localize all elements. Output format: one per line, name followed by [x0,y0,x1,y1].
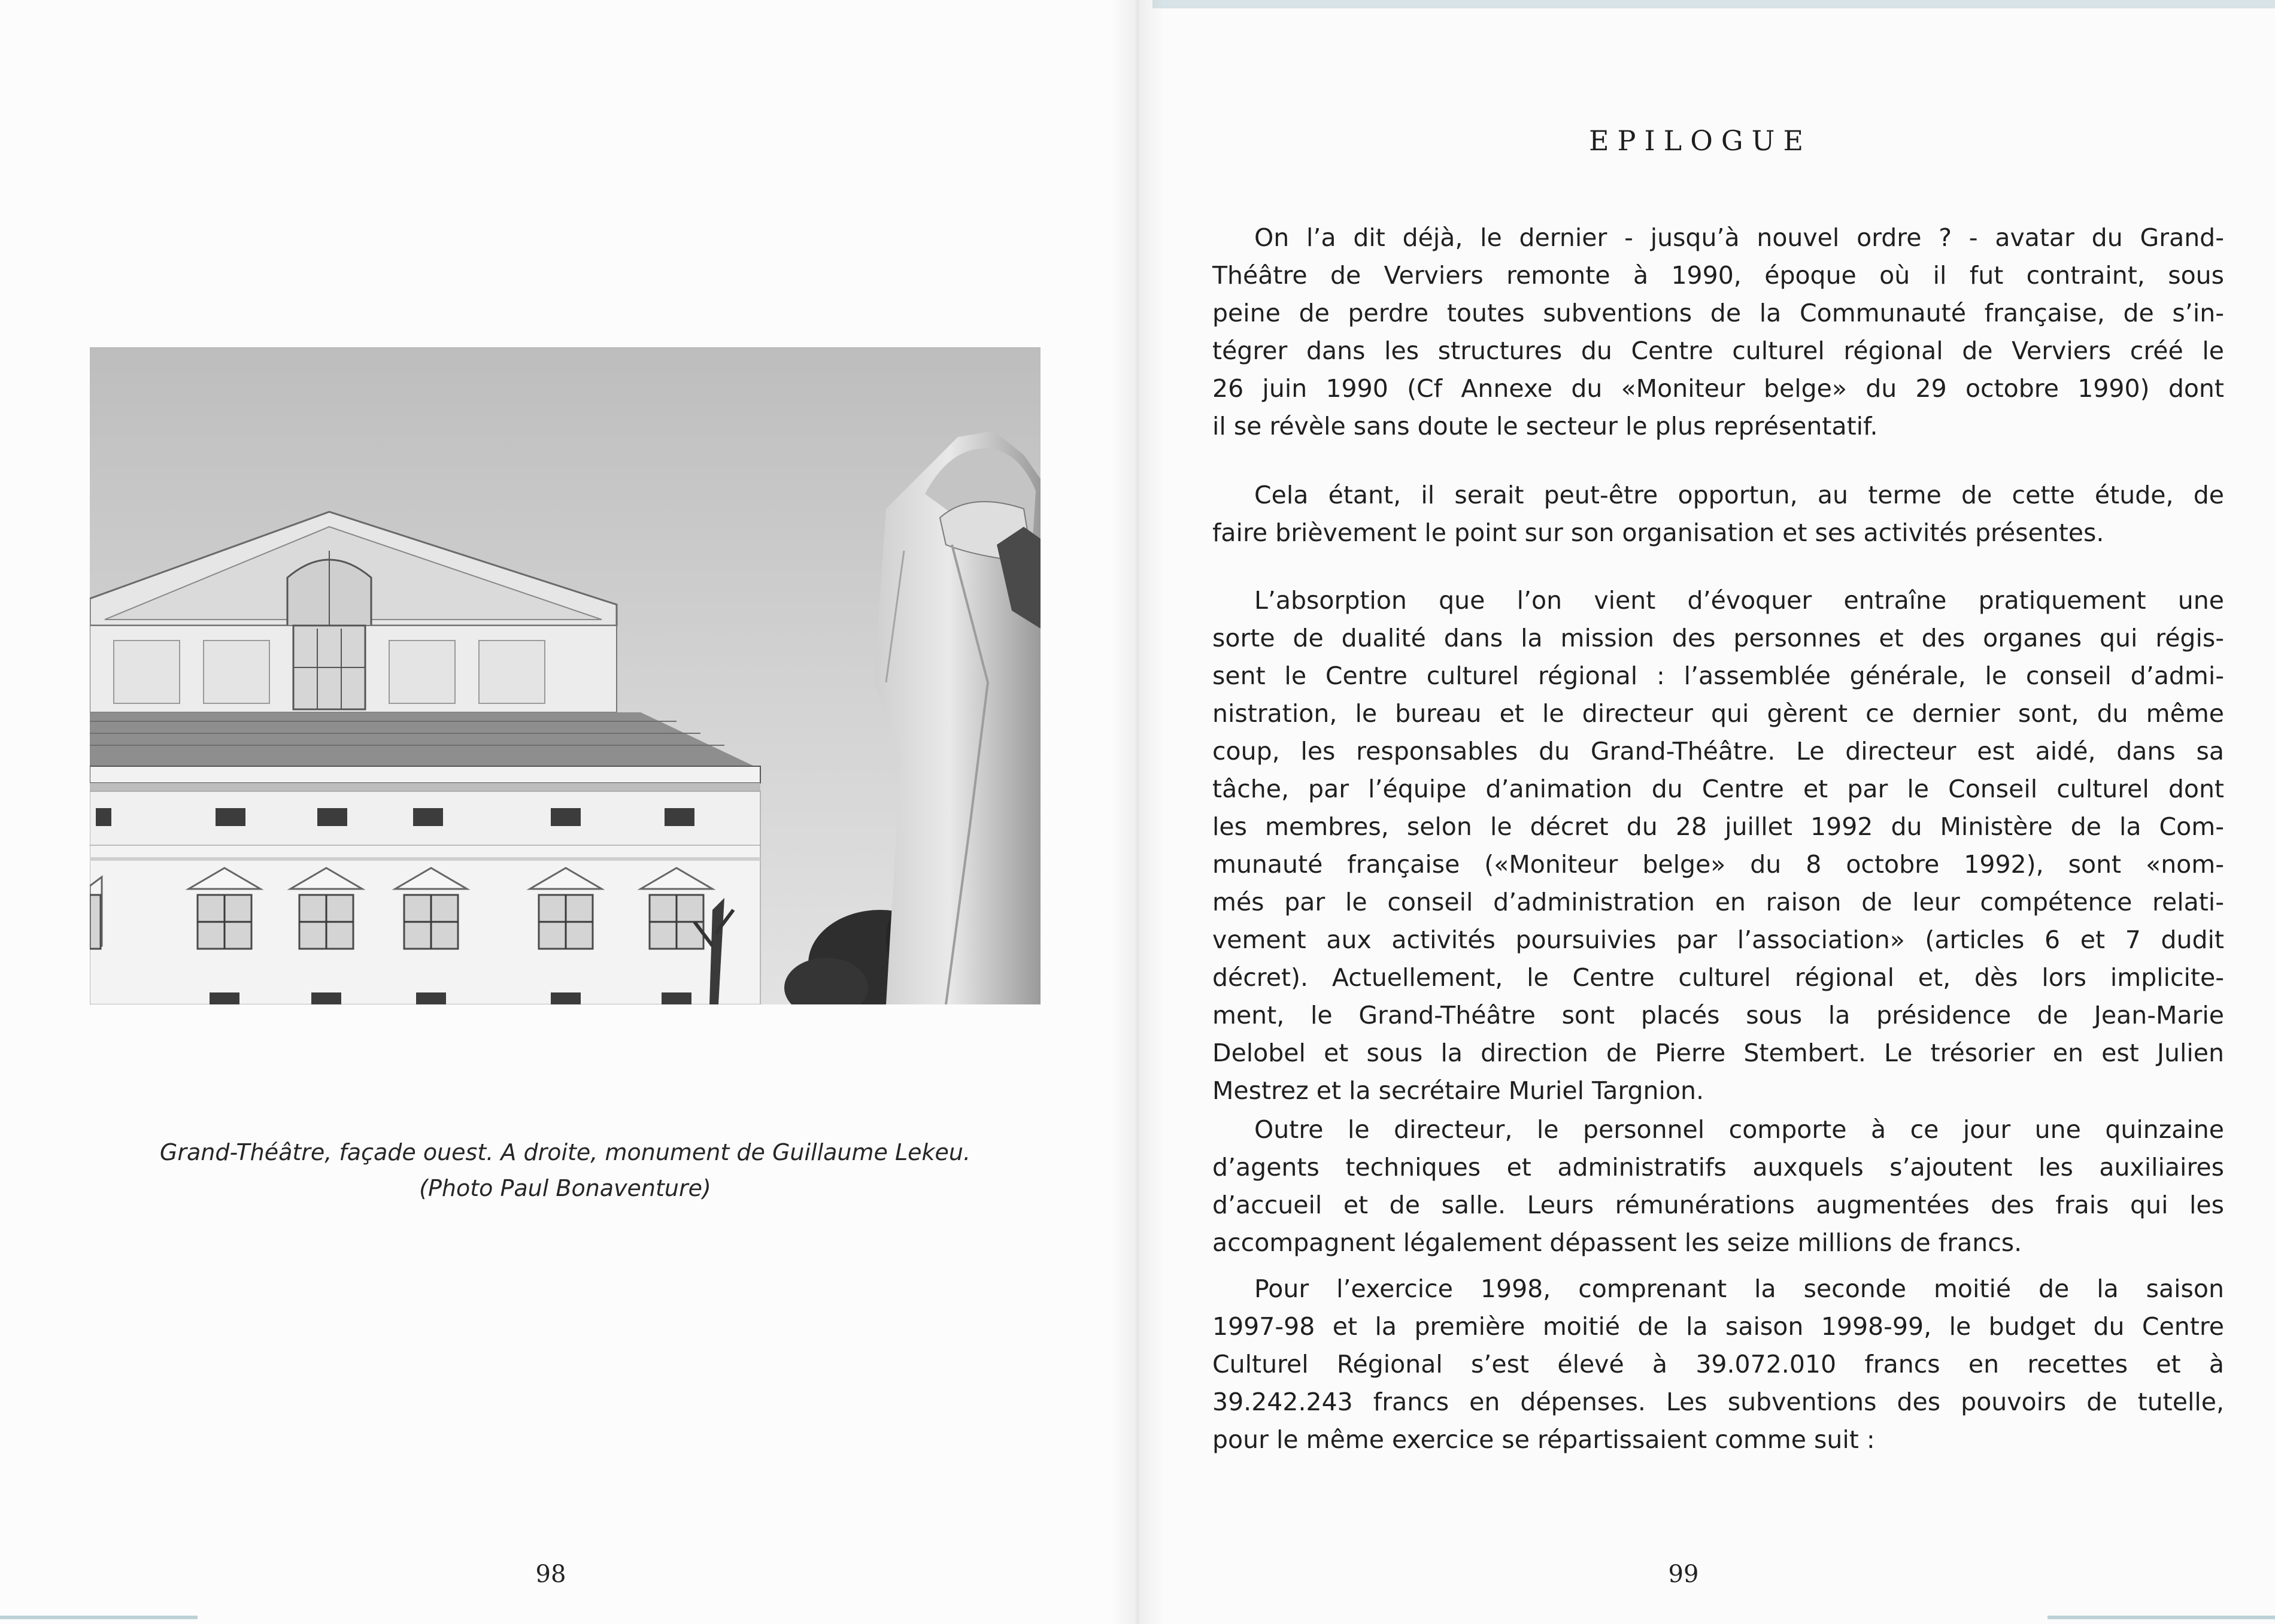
text-line: accompagnent légalement dépassent les seize millions de francs. [1212,1228,2022,1257]
text-line: vement aux activités poursuivies par l’association» (articles 6 et 7 dudit [1212,925,2224,954]
chapter-title: EPILOGUE [1588,125,1812,157]
photo-caption: Grand-Théâtre, façade ouest. A droite, monument de Guillaume Lekeu. [159,1139,971,1165]
paragraph-5 [1212,1270,2224,1459]
text-line: d’agents techniques et administratifs auxquels s’ajoutent les auxiliaires [1212,1153,2224,1182]
text-line: munauté française («Moniteur belge» du 8 octobre 1992), sont «nom- [1212,850,2224,879]
text-line: més par le conseil d’administration en raison de leur compétence relati- [1212,888,2224,916]
text-line: Mestrez et la secrétaire Muriel Targnion. [1212,1076,1704,1105]
paragraph-4 [1212,1111,2224,1262]
text-line: tégrer dans les structures du Centre culturel régional de Verviers créé le [1212,336,2224,365]
text-line: coup, les responsables du Grand-Théâtre. Le directeur est aidé, dans sa [1212,737,2224,766]
text-line: On l’a dit déjà, le dernier - jusqu’à nouvel ordre ? - avatar du Grand- [1254,223,2224,252]
text-line: peine de perdre toutes subventions de la Communauté française, de s’in- [1212,299,2224,327]
text-line: nistration, le bureau et le directeur qui gèrent ce dernier sont, du même [1212,699,2224,728]
text-line: Delobel et sous la direction de Pierre Stembert. Le trésorier en est Julien [1212,1039,2224,1067]
text-line: il se révèle sans doute le secteur le plus représentatif. [1212,412,1878,441]
page-number-left: 98 [535,1561,566,1588]
paragraph-3 [1212,582,2224,1110]
text-line: 1997-98 et la première moitié de la saison 1998-99, le budget du Centre [1212,1312,2224,1341]
text-line: les membres, selon le décret du 28 juillet 1992 du Ministère de la Com- [1212,812,2224,841]
paragraph-2 [1212,476,2224,552]
lekeu-monument-statue [874,431,1041,1004]
page-number-right: 99 [1668,1561,1699,1588]
text-line: décret). Actuellement, le Centre culturel régional et, dès lors implicite- [1212,963,2224,992]
text-line: sent le Centre culturel régional : l’assemblée générale, le conseil d’admi- [1212,661,2224,690]
page-edge-tint [1152,0,2275,8]
text-line: Théâtre de Verviers remonte à 1990, époque où il fut contraint, sous [1212,261,2224,290]
page-edge-right [2048,1616,2275,1619]
text-line: 26 juin 1990 (Cf Annexe du «Moniteur belge» du 29 octobre 1990) dont [1212,374,2224,403]
text-line: faire brièvement le point sur son organisation et ses activités présentes. [1212,518,2104,547]
text-line: L’absorption que l’on vient d’évoquer entraîne pratiquement une [1254,586,2224,615]
photo-credit: (Photo Paul Bonaventure) [419,1175,711,1201]
text-line: Culturel Régional s’est élevé à 39.072.010 francs en recettes et à [1212,1350,2224,1379]
book-gutter [1111,0,1164,1624]
text-line: Pour l’exercice 1998, comprenant la seconde moitié de la saison [1254,1274,2224,1303]
page-edge-left [0,1616,198,1619]
text-line: d’accueil et de salle. Leurs rémunérations augmentées des frais qui les [1212,1191,2224,1219]
text-line: ment, le Grand-Théâtre sont placés sous la présidence de Jean-Marie [1212,1001,2224,1030]
text-line: pour le même exercice se répartissaient comme suit : [1212,1425,1875,1454]
text-line: Outre le directeur, le personnel comporte à ce jour une quinzaine [1254,1115,2224,1144]
paragraph-1 [1212,219,2224,445]
text-line: tâche, par l’équipe d’animation du Centre et par le Conseil culturel dont [1212,775,2224,803]
theatre-photo [90,347,1041,1004]
text-line: 39.242.243 francs en dépenses. Les subventions des pouvoirs de tutelle, [1212,1388,2224,1416]
text-line: sorte de dualité dans la mission des personnes et des organes qui régis- [1212,624,2224,652]
text-line: Cela étant, il serait peut-être opportun, au terme de cette étude, de [1254,481,2224,509]
